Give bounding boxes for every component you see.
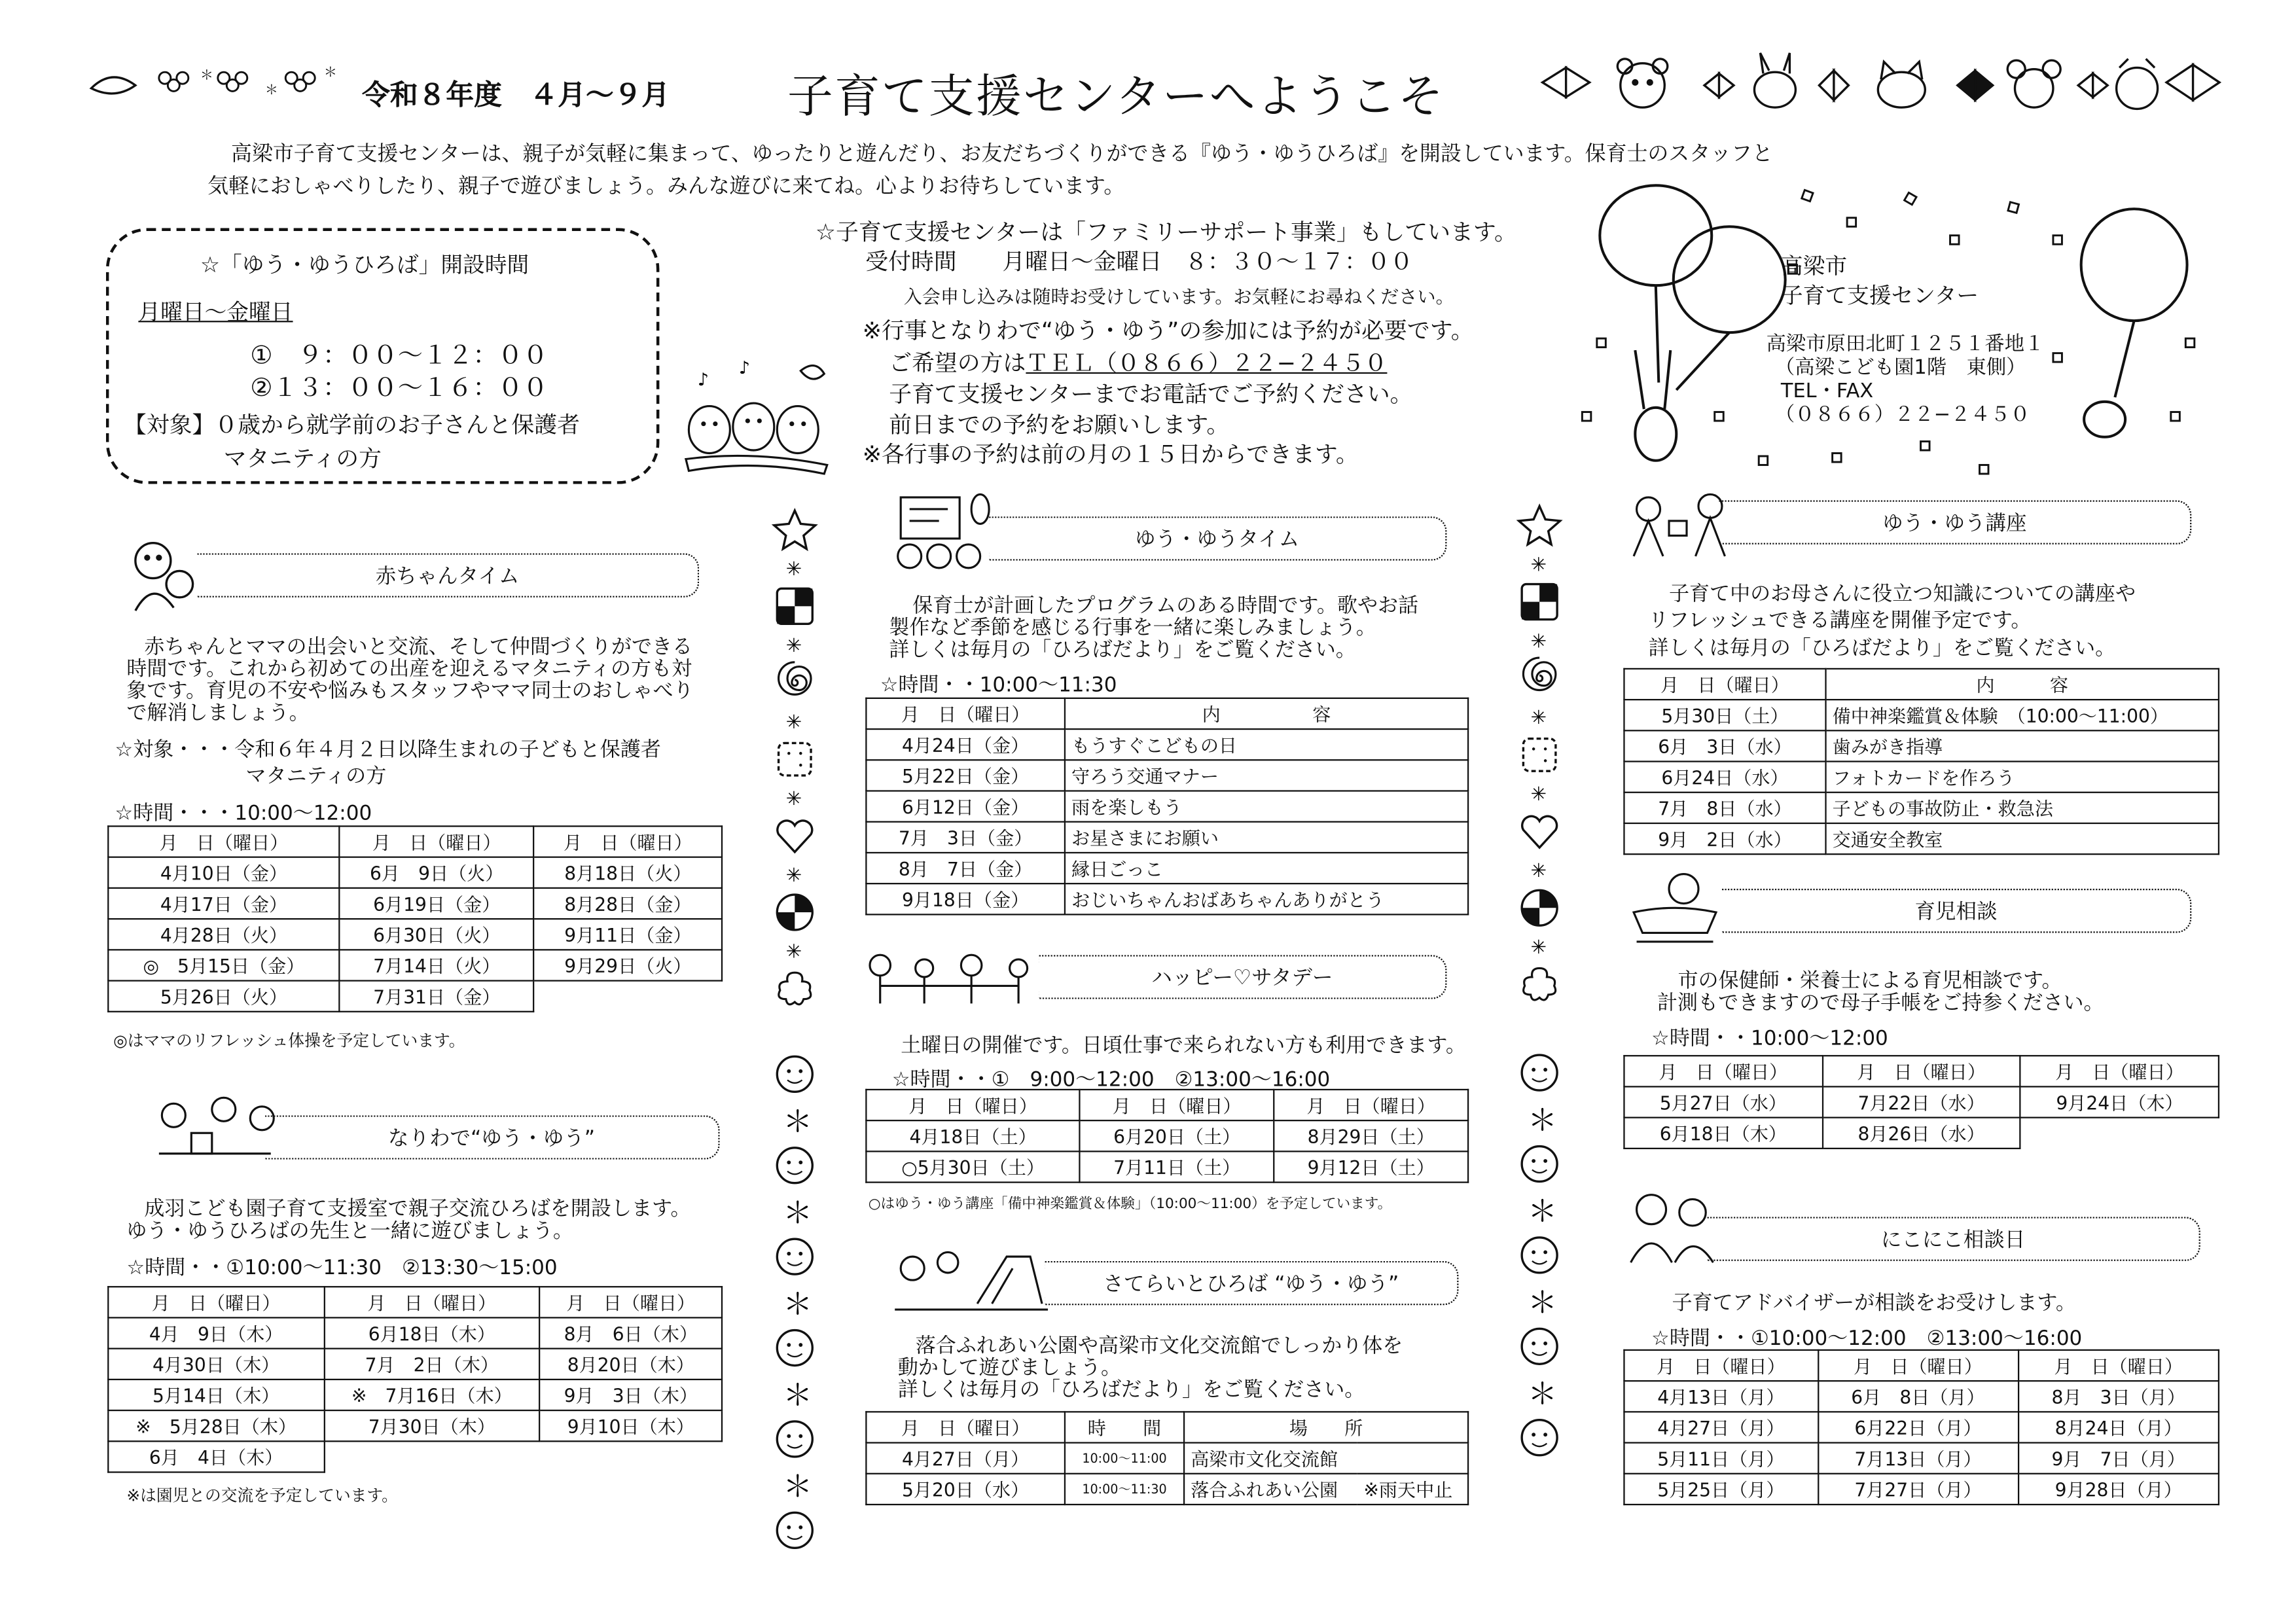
svg-text:＊: ＊ (783, 1286, 813, 1321)
table-row: 6月12日（金） 雨を楽しもう (866, 791, 1468, 822)
svg-text:＊: ＊ (1528, 1376, 1558, 1411)
child-face-icon (1517, 1233, 1561, 1277)
reservation-required: ※行事となりわで“ゆう・ゆう”の参加には予約が必要です。 (862, 317, 1474, 345)
svg-text:✳: ✳ (785, 558, 802, 580)
column-header: 月 日（曜日） (2018, 1350, 2219, 1381)
flower-border-icon (85, 59, 335, 109)
flower-icon (773, 967, 817, 1010)
course-desc-2: リフレッシュできる講座を開催予定です。 (1648, 609, 2032, 633)
star-icon (773, 508, 817, 552)
column-header: 月 日（曜日） (340, 826, 534, 857)
course-desc-3: 詳しくは毎月の「ひろばだより」をご覧ください。 (1648, 637, 2116, 661)
child-face-icon (773, 1052, 817, 1096)
intro-line-2: 気軽におしゃべりしたり、親子で遊びましょう。みんな遊びに来てね。心よりお待ちしています。 (207, 175, 1125, 199)
asterisk-icon (785, 711, 805, 731)
baby-time-desc-2: 時間です。これから初めての出産を迎えるマタニティの方も対 (126, 658, 692, 682)
yuyu-time-heading: ゆう・ゆうタイム (989, 516, 1446, 560)
baby-time-target: ☆対象・・・令和６年４月２日以降生まれの子どもと保護者 (115, 738, 661, 762)
reservation-phone-link[interactable]: ＴＥＬ（０８６６）２２−２４５０ (1026, 350, 1388, 377)
asterisk-icon (1523, 1101, 1558, 1137)
satellite-heading: さてらいとひろば “ゆう・ゆう” (1045, 1261, 1459, 1305)
column-header: 月 日（曜日） (1624, 1056, 1822, 1086)
table-row: 7月 3日（金） お星さまにお願い (866, 822, 1468, 853)
center-tel[interactable]: （０８６６）２２−２４５０ (1774, 403, 2030, 427)
family-support-hours: 受付時間 月曜日～金曜日 ８：３０～１７：００ (865, 248, 1413, 276)
spiral-icon (773, 661, 817, 705)
yuyu-time-desc-1: 保育士が計画したプログラムのある時間です。歌やお話 (912, 594, 1419, 618)
nariwa-hours: ☆時間・・①10:00～11:30 ②13:30～15:00 (126, 1257, 558, 1281)
baby-time-desc-1: 赤ちゃんとママの出会いと交流、そして仲間づくりができる (144, 635, 693, 660)
nariwa-heading: なりわで“ゆう・ゆう” (265, 1115, 720, 1159)
happy-saturday-hours: ☆時間・・① 9:00～12:00 ②13:00～16:00 (891, 1068, 1331, 1092)
asterisk-icon (1529, 553, 1549, 576)
childcare-consult-heading: 育児相談 (1722, 889, 2191, 933)
open-hours-box (106, 228, 660, 484)
svg-text:＊: ＊ (200, 67, 214, 83)
nariwa-footnote: ※は園児との交流を予定しています。 (126, 1486, 398, 1506)
asterisk-icon (779, 1102, 811, 1137)
asterisk-icon (785, 864, 805, 884)
svg-text:＊: ＊ (1528, 1285, 1558, 1320)
table-row: 5月20日（水） 10:00～11:30 落合ふれあい公園 ※雨天中止 (866, 1474, 1468, 1505)
asterisk-icon (785, 558, 805, 578)
satellite-desc-2: 動かして遊びましょう。 (897, 1357, 1121, 1380)
asterisk-icon (1529, 706, 1549, 729)
table-row: 4月18日（土） 6月20日（土） 8月29日（土） (866, 1120, 1468, 1151)
childcare-consult-table (1623, 1055, 2219, 1149)
nariwa-desc-2: ゆう・ゆうひろばの先生と一緒に遊びましょう。 (126, 1219, 573, 1243)
baby-time-table (107, 825, 723, 1012)
reservation-open-date: ※各行事の予約は前の月の１５日からできます。 (862, 441, 1359, 468)
reservation-call: 子育て支援センターまでお電話でご予約ください。 (889, 381, 1413, 408)
column-header: 月 日（曜日） (1818, 1350, 2018, 1381)
nikoniko-heading: にこにこ相談日 (1707, 1217, 2200, 1260)
asterisk-icon (1523, 1374, 1558, 1411)
asterisk-icon (1529, 783, 1549, 806)
course-table (1623, 668, 2219, 855)
table-row: 4月27日（月） 10:00～11:00 高梁市文化交流館 (866, 1443, 1468, 1474)
asterisk-icon (785, 787, 805, 808)
asterisk-icon (785, 634, 805, 657)
table-row: 4月13日（月） 6月 8日（月） 8月 3日（月） (1624, 1381, 2218, 1412)
column-header: 月 日（曜日） (866, 1412, 1065, 1442)
family-support-title: ☆子育て支援センターは「ファミリーサポート事業」もしています。 (815, 219, 1517, 246)
svg-text:✳: ✳ (785, 787, 802, 810)
checker-icon (1517, 580, 1561, 624)
reservation-phone-label: ご希望の方は (889, 350, 1026, 377)
column-header: 月 日（曜日） (108, 1287, 324, 1317)
svg-text:✳: ✳ (1530, 706, 1547, 729)
childcare-consult-desc-1: 市の保健師・栄養士による育児相談です。 (1677, 969, 2062, 993)
baby-time-hours: ☆時間・・・10:00～12:00 (115, 802, 372, 826)
happy-saturday-heading: ハッピー♡サタデー (1039, 955, 1447, 999)
table-row: ◎ 5月15日（金） 7月14日（火） 9月29日（火） (108, 950, 722, 980)
family-support-note: 入会申し込みは随時お受けしています。お気軽にお尋ねください。 (903, 285, 1454, 308)
column-header: 月 日（曜日） (866, 698, 1065, 729)
table-row: 4月17日（金） 6月19日（金） 8月28日（金） (108, 888, 722, 919)
table-row: 4月 9日（木） 6月18日（木） 8月 6日（木） (108, 1317, 722, 1348)
svg-text:✳: ✳ (785, 940, 802, 963)
asterisk-icon (1523, 1192, 1558, 1229)
nariwa-table (107, 1286, 723, 1473)
nikoniko-table (1623, 1349, 2219, 1505)
svg-text:＊: ＊ (783, 1104, 813, 1139)
page-title: 子育て支援センターへようこそ (787, 70, 1445, 124)
happy-saturday-desc: 土曜日の開催です。日頃仕事で来られない方も利用できます。 (901, 1034, 1466, 1058)
birds-illustration (680, 356, 833, 491)
column-header: 月 日（曜日） (1822, 1056, 2020, 1086)
spiral-icon (1517, 656, 1561, 700)
table-row: 6月 3日（水） 歯みがき指導 (1624, 730, 2218, 761)
yuyu-time-hours: ☆時間・・10:00～11:30 (880, 673, 1117, 698)
cookie-icon (773, 737, 817, 781)
nikoniko-hours: ☆時間・・①10:00～12:00 ②13:00～16:00 (1651, 1327, 2083, 1351)
center-tel-label: TEL・FAX (1780, 380, 1874, 404)
hours-target: 【対象】０歳から就学前のお子さんと保護者 (123, 412, 581, 439)
column-header: 内 容 (1826, 669, 2219, 700)
baby-scale-icon (1625, 868, 1725, 948)
hours-days: 月曜日～金曜日 (138, 298, 293, 325)
column-header: 月 日（曜日） (2020, 1056, 2219, 1086)
column-header: 月 日（曜日） (866, 1090, 1080, 1120)
center-address: 高梁市原田北町１２５１番地１ (1766, 332, 2045, 357)
svg-text:＊: ＊ (783, 1469, 813, 1504)
animal-border-icon (1531, 53, 2223, 115)
course-desc-1: 子育て中のお母さんに役立つ知識についての講座や (1669, 582, 2136, 607)
asterisk-icon (779, 1467, 811, 1503)
happy-saturday-footnote: ○はゆう・ゆう講座「備中神楽鑑賞＆体験」（10:00～11:00）を予定しています。 (868, 1196, 1392, 1213)
decorative-column-right (1513, 500, 1566, 1462)
column-header: 月 日（曜日） (1624, 669, 1825, 700)
yuyu-time-desc-3: 詳しくは毎月の「ひろばだより」をご覧ください。 (889, 638, 1356, 662)
table-row: 7月 8日（水） 子どもの事故防止・救急法 (1624, 793, 2218, 823)
nariwa-desc-1: 成羽こども園子育て支援室で親子交流ひろばを開設します。 (144, 1198, 691, 1222)
table-row: ※ 5月28日（木） 7月30日（木） 9月10日（木） (108, 1410, 722, 1441)
family-holding-hands-icon (859, 950, 1050, 1009)
asterisk-icon (1529, 859, 1549, 880)
hours-target-2: マタニティの方 (223, 446, 382, 473)
child-face-icon (773, 1234, 817, 1278)
child-face-icon (773, 1326, 817, 1370)
hours-slot-1: ① ９：００～１２：００ (250, 341, 548, 371)
column-header: 月 日（曜日） (1080, 1090, 1274, 1120)
center-name-city: 高梁市 (1780, 253, 1848, 280)
svg-text:♪: ♪ (697, 370, 709, 391)
svg-text:✳: ✳ (1530, 859, 1547, 882)
svg-text:✳: ✳ (785, 634, 802, 657)
column-header: 内 容 (1065, 698, 1468, 729)
table-row: 4月10日（金） 6月 9日（火） 8月18日（火） (108, 857, 722, 888)
child-face-icon (1517, 1416, 1561, 1459)
table-row: 6月 4日（木） (108, 1441, 722, 1472)
table-row: ○5月30日（土） 7月11日（土） 9月12日（土） (866, 1151, 1468, 1182)
flower-icon (1517, 962, 1561, 1006)
childcare-consult-hours: ☆時間・・10:00～12:00 (1651, 1027, 1888, 1051)
column-header: 月 日（曜日） (324, 1287, 540, 1317)
column-header: 月 日（曜日） (108, 826, 339, 857)
svg-text:＊: ＊ (264, 81, 279, 98)
svg-text:＊: ＊ (1528, 1194, 1558, 1229)
table-row: 5月27日（水） 7月22日（水） 9月24日（木） (1624, 1086, 2218, 1117)
table-row: 4月28日（火） 6月30日（火） 9月11日（金） (108, 919, 722, 950)
column-header: 時 間 (1065, 1412, 1184, 1442)
svg-text:＊: ＊ (783, 1195, 813, 1230)
baby-time-target-2: マタニティの方 (245, 765, 387, 789)
column-header: 月 日（曜日） (1624, 1350, 1818, 1381)
table-row: 9月 2日（水） 交通安全教室 (1624, 823, 2218, 854)
svg-text:✳: ✳ (1530, 630, 1547, 652)
svg-text:＊: ＊ (1528, 1102, 1558, 1137)
child-face-icon (773, 1417, 817, 1461)
column-header: 月 日（曜日） (1274, 1090, 1468, 1120)
table-row: 5月30日（土） 備中神楽鑑賞＆体験 （10:00～11:00） (1624, 700, 2218, 730)
happy-saturday-table (865, 1089, 1469, 1183)
table-row: 5月11日（月） 7月13日（月） 9月 7日（月） (1624, 1443, 2218, 1474)
table-row: 4月27日（月） 6月22日（月） 8月24日（月） (1624, 1412, 2218, 1442)
star-icon (1517, 503, 1561, 547)
svg-text:✳: ✳ (785, 710, 802, 733)
table-row: 4月30日（木） 7月 2日（木） 8月20日（木） (108, 1349, 722, 1380)
column-header: 月 日（曜日） (540, 1287, 722, 1317)
center-name: 子育て支援センター (1780, 282, 1979, 310)
hours-title: ☆「ゆう・ゆうひろば」開設時間 (200, 251, 529, 278)
svg-text:✳: ✳ (1530, 935, 1547, 958)
intro-line-1: 高梁市子育て支援センターは、親子が気軽に集まって、ゆったりと遊んだり、お友だちづくりができる『ゆう・ゆうひろば』を開設しています。保育士のスタッフと (231, 143, 1773, 167)
asterisk-icon (1523, 1283, 1558, 1320)
table-row: 5月26日（火） 7月31日（金） (108, 981, 722, 1012)
reservation-deadline: 前日までの予約をお願いします。 (889, 412, 1230, 439)
column-header: 月 日（曜日） (534, 826, 722, 857)
course-heading: ゆう・ゆう講座 (1719, 500, 2191, 544)
mother-baby-icon (124, 537, 203, 614)
asterisk-icon (785, 940, 805, 961)
asterisk-icon (1529, 936, 1549, 956)
table-row: 5月25日（月） 7月27日（月） 9月28日（月） (1624, 1474, 2218, 1505)
header-subtitle: 令和８年度 ４月～９月 (362, 79, 670, 112)
childcare-consult-desc-2: 計測もできますので母子手帳をご持参ください。 (1657, 991, 2104, 1016)
child-face-icon (1517, 1325, 1561, 1368)
child-face-icon (1517, 1050, 1561, 1094)
heart-icon (773, 813, 817, 857)
child-face-icon (773, 1143, 817, 1187)
baby-time-desc-4: で解消しましょう。 (126, 702, 310, 726)
yuyu-time-table (865, 698, 1469, 916)
table-row: 4月24日（金） もうすぐこどもの日 (866, 729, 1468, 760)
ball-icon (773, 890, 817, 934)
checker-icon (773, 584, 817, 628)
heart-icon (1517, 810, 1561, 853)
asterisk-icon (779, 1376, 811, 1411)
svg-text:✳: ✳ (785, 863, 802, 886)
ball-icon (1517, 886, 1561, 930)
table-row: 8月 7日（金） 縁日ごっこ (866, 853, 1468, 883)
baby-time-footnote: ◎はママのリフレッシュ体操を予定しています。 (113, 1031, 465, 1051)
table-row: 6月24日（水） フォトカードを作ろう (1624, 762, 2218, 793)
yuyu-time-desc-2: 製作など季節を感じる行事を一緒に楽しみましょう。 (889, 616, 1376, 641)
asterisk-icon (779, 1285, 811, 1320)
table-row: 5月14日（木） ※ 7月16日（木） 9月 3日（木） (108, 1380, 722, 1410)
table-row: 9月18日（金） おじいちゃんおばあちゃんありがとう (866, 883, 1468, 914)
asterisk-icon (1529, 630, 1549, 650)
satellite-desc-3: 詳しくは毎月の「ひろばだより」をご覧ください。 (897, 1378, 1365, 1402)
svg-text:＊: ＊ (323, 63, 337, 80)
cookie-icon (1517, 733, 1561, 777)
column-header: 場 所 (1184, 1412, 1468, 1442)
center-address-building: （高梁こども園1階 東側） (1774, 356, 2026, 380)
park-playground-icon (889, 1245, 1050, 1315)
children-playing-icon (153, 1095, 279, 1160)
child-face-icon (773, 1508, 817, 1552)
decorative-column-left (768, 505, 821, 1555)
satellite-table (865, 1411, 1469, 1505)
svg-text:＊: ＊ (783, 1378, 813, 1413)
satellite-desc-1: 落合ふれあい公園や高梁市文化交流館でしっかり体を (915, 1334, 1403, 1359)
baby-time-desc-3: 象です。育児の不安や悩みもスタッフやママ同士のおしゃべり (126, 679, 694, 704)
svg-text:✳: ✳ (1530, 783, 1547, 806)
table-row: 5月22日（金） 守ろう交通マナー (866, 760, 1468, 791)
child-face-icon (1517, 1142, 1561, 1186)
asterisk-icon (779, 1193, 811, 1228)
svg-text:♪: ♪ (738, 358, 751, 379)
table-row: 6月18日（木） 8月26日（水） (1624, 1118, 2218, 1149)
hours-slot-2: ②１３：００～１６：００ (250, 374, 548, 404)
baby-time-heading: 赤ちゃんタイム (197, 553, 699, 597)
nikoniko-desc: 子育てアドバイザーが相談をお受けします。 (1672, 1292, 2076, 1316)
svg-text:✳: ✳ (1530, 553, 1547, 576)
